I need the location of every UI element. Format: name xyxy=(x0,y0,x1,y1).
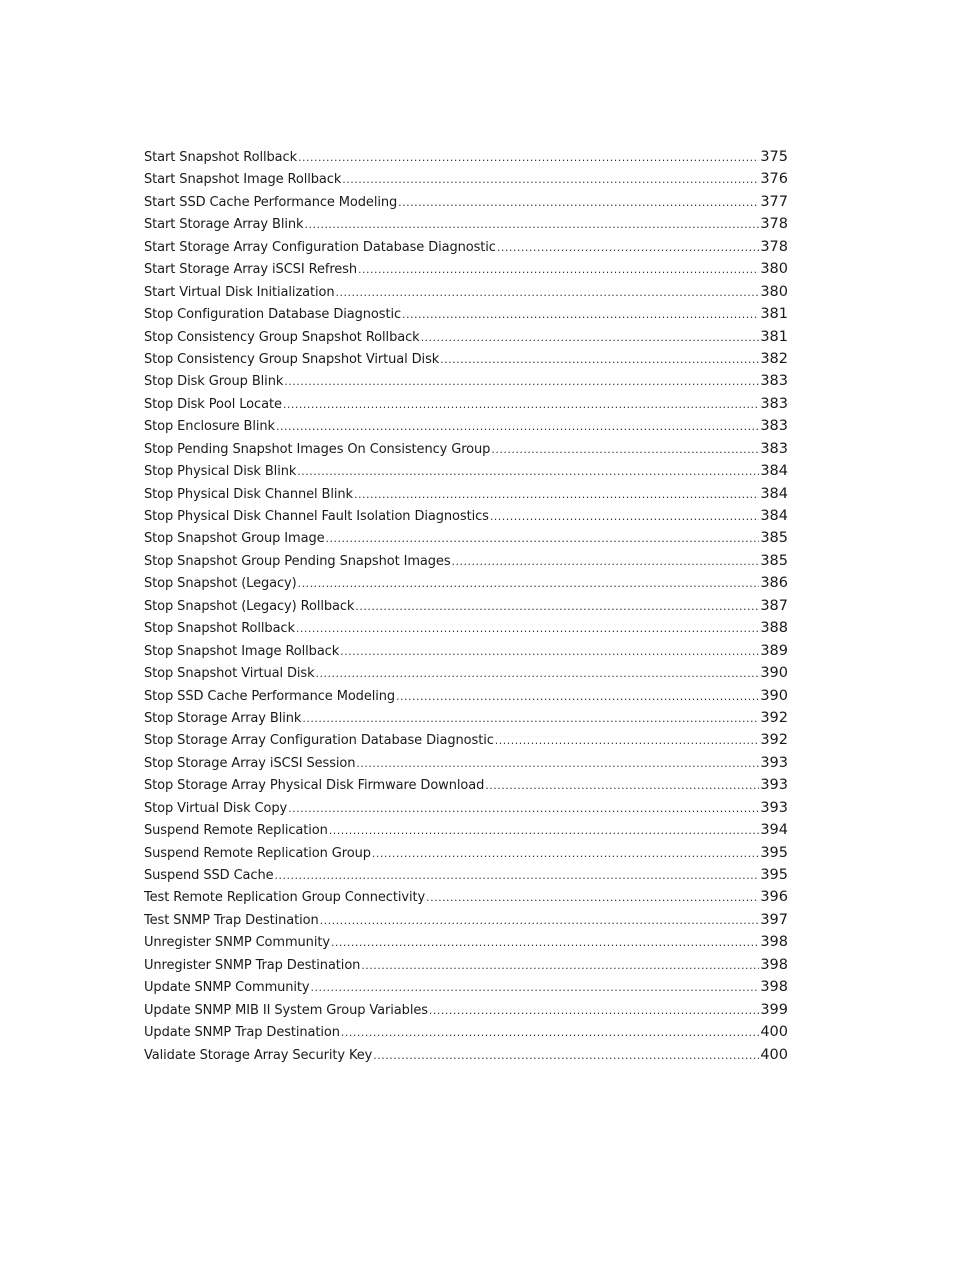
toc-entry-page-number: 398 xyxy=(760,979,788,996)
toc-entry-page-number: 395 xyxy=(760,844,788,861)
toc-entry-page-number: 381 xyxy=(760,306,788,323)
toc-entry-title: Stop Consistency Group Snapshot Rollback xyxy=(144,329,420,345)
toc-dot-leader xyxy=(320,914,760,927)
toc-dot-leader xyxy=(302,712,759,725)
toc-entry-page-number: 381 xyxy=(760,328,788,345)
toc-dot-leader xyxy=(336,286,760,299)
toc-entry-title: Update SNMP Community xyxy=(144,980,310,996)
toc-dot-leader xyxy=(283,398,759,411)
toc-entry-page-number: 392 xyxy=(760,732,788,749)
toc-entry-title: Start Snapshot Rollback xyxy=(144,150,298,165)
toc-dot-leader xyxy=(298,151,759,164)
toc-entry[interactable] xyxy=(144,665,788,687)
toc-entry-title: Stop Physical Disk Channel Blink xyxy=(144,486,353,502)
toc-entry-title: Start Storage Array Blink xyxy=(144,217,304,233)
toc-entry-page-number: 395 xyxy=(760,867,788,883)
toc-dot-leader xyxy=(311,981,760,994)
toc-entry[interactable] xyxy=(144,553,788,575)
toc-entry-title: Stop Snapshot (Legacy) xyxy=(144,576,297,592)
toc-dot-leader xyxy=(298,577,760,590)
toc-dot-leader xyxy=(426,891,759,904)
toc-entry-title: Start Storage Array iSCSI Refresh xyxy=(144,262,357,278)
toc-entry-page-number: 385 xyxy=(760,530,788,547)
toc-dot-leader xyxy=(421,331,760,344)
toc-entry-title: Stop Consistency Group Snapshot Virtual Disk xyxy=(144,351,440,367)
toc-entry-page-number: 400 xyxy=(760,1024,788,1041)
toc-entry-title: Update SNMP MIB II System Group Variables xyxy=(144,1002,428,1018)
toc-entry[interactable] xyxy=(144,688,788,710)
toc-entry-page-number: 394 xyxy=(760,822,788,839)
toc-entry-title: Stop Storage Array Configuration Database Diagnostic xyxy=(144,733,494,749)
toc-entry-page-number: 384 xyxy=(760,508,788,524)
toc-entry-page-number: 385 xyxy=(760,552,788,569)
toc-entry[interactable] xyxy=(144,239,788,261)
toc-entry-title: Validate Storage Array Security Key xyxy=(144,1047,373,1063)
toc-entry-title: Suspend Remote Replication Group xyxy=(144,845,371,861)
toc-dot-leader xyxy=(342,173,759,186)
toc-entry-page-number: 389 xyxy=(760,642,788,659)
toc-entry[interactable] xyxy=(144,598,788,620)
table-of-contents xyxy=(144,149,788,1069)
toc-entry-title: Test SNMP Trap Destination xyxy=(144,912,319,928)
toc-entry-page-number: 387 xyxy=(760,597,788,614)
toc-dot-leader xyxy=(276,420,759,433)
toc-entry[interactable] xyxy=(144,755,788,777)
toc-dot-leader xyxy=(340,645,759,658)
toc-entry[interactable] xyxy=(144,171,788,193)
toc-entry-page-number: 392 xyxy=(760,709,788,726)
toc-dot-leader xyxy=(497,241,759,254)
toc-entry-page-number: 396 xyxy=(760,889,788,906)
toc-entry[interactable] xyxy=(144,351,788,373)
toc-entry[interactable] xyxy=(144,822,788,844)
toc-dot-leader xyxy=(316,667,760,680)
toc-entry[interactable] xyxy=(144,418,788,440)
toc-dot-leader xyxy=(354,488,759,501)
toc-entry[interactable] xyxy=(144,306,788,328)
toc-dot-leader xyxy=(490,510,760,523)
toc-entry-title: Start Virtual Disk Initialization xyxy=(144,284,335,300)
toc-entry-title: Test Remote Replication Group Connectivity xyxy=(144,890,426,906)
toc-entry-title: Stop Snapshot Rollback xyxy=(144,621,295,637)
toc-entry[interactable] xyxy=(144,620,788,642)
toc-entry[interactable] xyxy=(144,373,788,395)
toc-entry[interactable] xyxy=(144,934,788,956)
toc-entry[interactable] xyxy=(144,575,788,597)
toc-entry-page-number: 378 xyxy=(760,216,788,233)
toc-dot-leader xyxy=(296,622,759,635)
toc-entry[interactable] xyxy=(144,194,788,216)
toc-entry-title: Stop Virtual Disk Copy xyxy=(144,800,288,816)
toc-dot-leader xyxy=(288,802,759,815)
toc-entry-title: Stop Disk Pool Locate xyxy=(144,396,282,412)
toc-entry[interactable] xyxy=(144,1002,788,1024)
toc-dot-leader xyxy=(329,824,760,837)
toc-entry-title: Suspend SSD Cache xyxy=(144,868,274,883)
toc-dot-leader xyxy=(452,555,760,568)
toc-entry[interactable] xyxy=(144,441,788,463)
toc-entry[interactable] xyxy=(144,149,788,171)
toc-entry-page-number: 399 xyxy=(760,1001,788,1018)
toc-entry[interactable] xyxy=(144,912,788,934)
toc-entry[interactable] xyxy=(144,463,788,485)
toc-entry-page-number: 383 xyxy=(760,440,788,457)
toc-dot-leader xyxy=(304,218,759,231)
toc-entry[interactable] xyxy=(144,643,788,665)
toc-entry-title: Stop Configuration Database Diagnostic xyxy=(144,307,402,323)
toc-entry[interactable] xyxy=(144,329,788,351)
toc-entry[interactable] xyxy=(144,1024,788,1046)
toc-entry-title: Stop Storage Array iSCSI Session xyxy=(144,755,356,771)
toc-entry-page-number: 384 xyxy=(760,463,788,480)
toc-dot-leader xyxy=(440,353,759,366)
toc-entry-page-number: 376 xyxy=(760,171,788,188)
toc-entry-page-number: 375 xyxy=(760,149,788,165)
toc-entry-page-number: 382 xyxy=(760,350,788,367)
toc-entry[interactable] xyxy=(144,732,788,754)
toc-entry-page-number: 384 xyxy=(760,485,788,502)
toc-entry-title: Suspend Remote Replication xyxy=(144,823,328,839)
toc-dot-leader xyxy=(341,1026,759,1039)
toc-dot-leader xyxy=(331,936,759,949)
toc-dot-leader xyxy=(358,263,759,276)
toc-entry-page-number: 380 xyxy=(760,283,788,300)
toc-entry-page-number: 393 xyxy=(760,754,788,771)
toc-entry-title: Start Snapshot Image Rollback xyxy=(144,172,342,188)
toc-entry-page-number: 393 xyxy=(760,777,788,794)
toc-dot-leader xyxy=(396,690,759,703)
toc-entry[interactable] xyxy=(144,710,788,732)
toc-dot-leader xyxy=(402,308,759,321)
toc-entry[interactable] xyxy=(144,889,788,911)
toc-entry[interactable] xyxy=(144,800,788,822)
toc-entry-page-number: 393 xyxy=(760,799,788,816)
toc-entry-title: Unregister SNMP Trap Destination xyxy=(144,957,361,973)
toc-entry-title: Stop Storage Array Physical Disk Firmware Download xyxy=(144,778,485,794)
toc-entry-title: Unregister SNMP Community xyxy=(144,935,330,951)
toc-entry-page-number: 383 xyxy=(760,373,788,390)
toc-entry-page-number: 386 xyxy=(760,575,788,592)
toc-entry-page-number: 383 xyxy=(760,418,788,435)
toc-entry-title: Stop SSD Cache Performance Modeling xyxy=(144,688,396,704)
toc-entry-title: Stop Snapshot Group Image xyxy=(144,531,325,547)
toc-entry-title: Stop Pending Snapshot Images On Consistency Group xyxy=(144,441,491,457)
toc-entry[interactable] xyxy=(144,530,788,552)
toc-entry-title: Start SSD Cache Performance Modeling xyxy=(144,194,398,210)
toc-entry[interactable] xyxy=(144,979,788,1001)
toc-entry-page-number: 398 xyxy=(760,956,788,973)
toc-entry[interactable] xyxy=(144,396,788,418)
toc-entry[interactable] xyxy=(144,957,788,979)
toc-entry-title: Stop Disk Group Blink xyxy=(144,374,284,390)
toc-dot-leader xyxy=(275,869,760,882)
toc-entry[interactable] xyxy=(144,845,788,867)
toc-entry-title: Stop Physical Disk Blink xyxy=(144,464,297,480)
toc-dot-leader xyxy=(372,847,759,860)
toc-dot-leader xyxy=(297,465,759,478)
toc-entry-page-number: 383 xyxy=(760,395,788,412)
toc-dot-leader xyxy=(491,443,759,456)
toc-entry-title: Stop Snapshot Image Rollback xyxy=(144,643,340,659)
toc-dot-leader xyxy=(495,734,760,747)
toc-entry-page-number: 398 xyxy=(760,934,788,951)
toc-entry-page-number: 390 xyxy=(760,665,788,682)
toc-entry-page-number: 390 xyxy=(760,687,788,704)
toc-dot-leader xyxy=(485,779,759,792)
toc-dot-leader xyxy=(284,375,759,388)
toc-entry-page-number: 397 xyxy=(760,911,788,928)
toc-entry[interactable] xyxy=(144,216,788,238)
toc-entry[interactable] xyxy=(144,867,788,889)
toc-entry[interactable] xyxy=(144,261,788,283)
toc-dot-leader xyxy=(356,757,759,770)
toc-entry-title: Start Storage Array Configuration Database Diagnostic xyxy=(144,239,496,255)
toc-entry-page-number: 380 xyxy=(760,261,788,278)
toc-entry-title: Stop Enclosure Blink xyxy=(144,419,275,435)
toc-entry[interactable] xyxy=(144,777,788,799)
toc-entry-title: Stop Storage Array Blink xyxy=(144,710,302,726)
toc-entry-page-number: 400 xyxy=(760,1046,788,1063)
toc-dot-leader xyxy=(326,532,760,545)
toc-dot-leader xyxy=(361,959,759,972)
toc-entry-title: Update SNMP Trap Destination xyxy=(144,1025,340,1041)
toc-entry-title: Stop Snapshot (Legacy) Rollback xyxy=(144,598,355,614)
toc-entry-page-number: 377 xyxy=(760,193,788,210)
toc-entry-page-number: 378 xyxy=(760,238,788,255)
toc-entry[interactable] xyxy=(144,284,788,306)
toc-entry[interactable] xyxy=(144,486,788,508)
toc-entry[interactable] xyxy=(144,1047,788,1069)
toc-entry-page-number: 388 xyxy=(760,620,788,637)
toc-dot-leader xyxy=(355,600,759,613)
toc-dot-leader xyxy=(373,1049,759,1062)
toc-dot-leader xyxy=(398,196,759,209)
toc-entry-title: Stop Snapshot Virtual Disk xyxy=(144,666,315,682)
toc-dot-leader xyxy=(429,1004,759,1017)
toc-entry-title: Stop Physical Disk Channel Fault Isolation Diagnostics xyxy=(144,509,489,524)
toc-entry[interactable] xyxy=(144,508,788,530)
toc-entry-title: Stop Snapshot Group Pending Snapshot Images xyxy=(144,553,451,569)
